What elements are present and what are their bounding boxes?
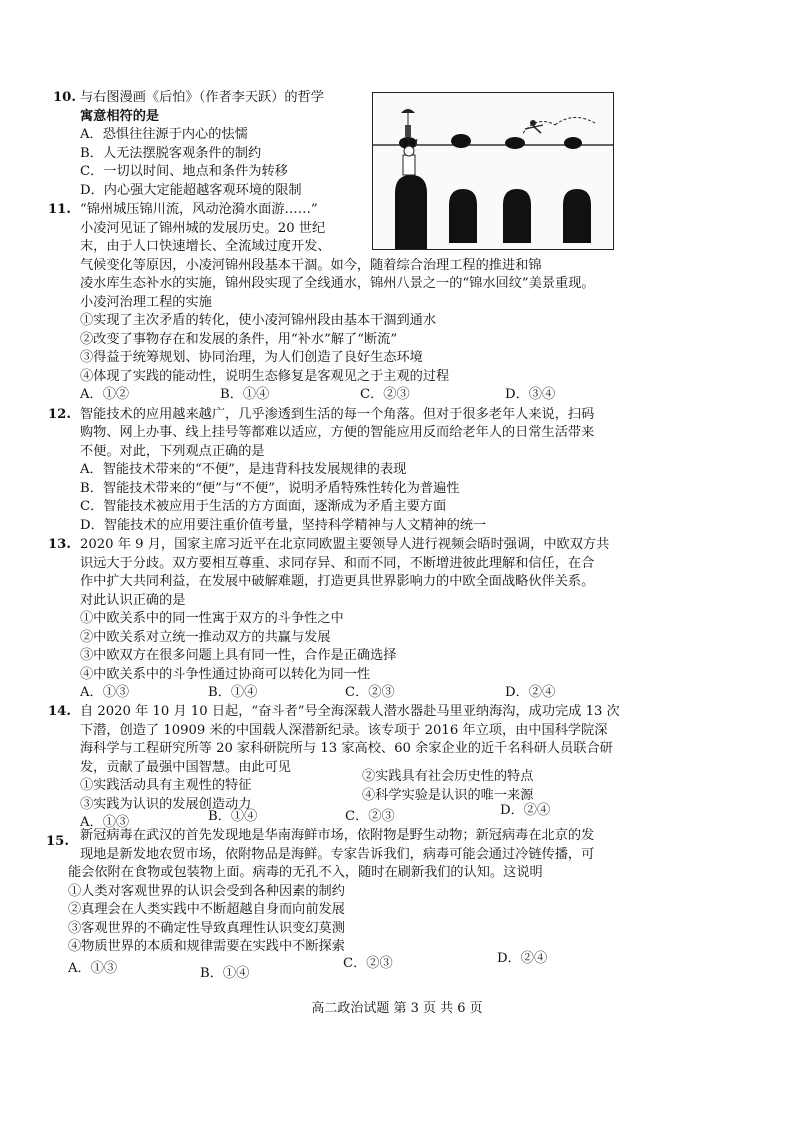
question-number: 11. <box>48 202 71 217</box>
question-stem: 能会依附在食物或包装物上面。病毒的无孔不入，随时在刷新我们的认知。这说明 <box>68 865 543 880</box>
statement-2: ②中欧关系对立统一推动双方的共赢与发展 <box>80 630 331 645</box>
question-number: 15. <box>46 834 69 849</box>
option-d[interactable]: D．②④ <box>505 685 556 700</box>
question-number: 12. <box>48 407 71 422</box>
option-a[interactable]: A．①② <box>80 387 130 402</box>
option-b[interactable]: B．①④ <box>220 387 270 402</box>
question-stem: 现地是新发地农贸市场，依附物品是海鲜。专家告诉我们，病毒可能会通过冷链传播，可 <box>80 847 595 862</box>
statement-2: ②真理会在人类实践中不断超越自身而向前发展 <box>68 902 345 917</box>
option-d[interactable]: D．内心强大定能超越客观环境的限制 <box>80 183 302 198</box>
question-number: 14. <box>48 704 71 719</box>
cartoon-drawing <box>373 93 613 249</box>
statement-2: ②改变了事物存在和发展的条件，用“补水”解了“断流” <box>80 332 398 347</box>
option-d[interactable]: D．③④ <box>505 387 556 402</box>
option-c[interactable]: C．②③ <box>360 387 410 402</box>
question-stem: 作中扩大共同利益，在发展中破解难题，打造更具世界影响力的中欧全面战略伙伴关系。 <box>80 574 595 589</box>
question-stem: 对此认识正确的是 <box>80 593 186 608</box>
option-d[interactable]: D．②④ <box>497 951 548 966</box>
statement-3: ③中欧双方在很多问题上具有同一性，合作是正确选择 <box>80 648 397 663</box>
statement-3: ③客观世界的不确定性导致真理性认识变幻莫测 <box>68 921 345 936</box>
option-a[interactable]: A．①③ <box>68 961 118 976</box>
option-b[interactable]: B．①④ <box>208 685 258 700</box>
option-b[interactable]: B．①④ <box>208 809 258 824</box>
question-stem: 与右图漫画《后怕》（作者李天跃）的哲学 <box>80 90 324 105</box>
option-b[interactable]: B．人无法摆脱客观条件的制约 <box>80 146 262 161</box>
question-stem: 海科学与工程研究所等 20 家科研院所与 13 家高校、60 余家企业的近千名科研人员联合研 <box>80 741 613 756</box>
option-a[interactable]: A．①③ <box>80 815 130 830</box>
option-c[interactable]: C．一切以时间、地点和条件为转移 <box>80 164 288 179</box>
page-footer: 高二政治试题 第 3 页 共 6 页 <box>311 1001 483 1016</box>
option-a[interactable]: A．恐惧往往源于内心的怯懦 <box>80 127 248 142</box>
statement-1: ①中欧关系中的同一性寓于双方的斗争性之中 <box>80 611 344 626</box>
option-c[interactable]: C．智能技术被应用于生活的方方面面，逐渐成为矛盾主要方面 <box>80 499 447 514</box>
statement-3: ③得益于统筹规划、协同治理，为人们创造了良好生态环境 <box>80 350 423 365</box>
option-c[interactable]: C．②③ <box>343 956 393 971</box>
statement-4: ④体现了实践的能动性，说明生态修复是客观见之于主观的过程 <box>80 369 450 384</box>
question-stem: 不便。对此，下列观点正确的是 <box>80 444 265 459</box>
statement-1: ①人类对客观世界的认识会受到各种因素的制约 <box>68 884 345 899</box>
question-stem: 自 2020 年 10 月 10 日起，“奋斗者”号全海深载人潜水器赴马里亚纳海沟，成功完成 13 次 <box>80 704 620 719</box>
statement-1: ①实现了主次矛盾的转化，使小凌河锦州段由基本干涸到通水 <box>80 313 437 328</box>
option-d[interactable]: D．②④ <box>500 803 551 818</box>
question-number: 10. <box>53 90 76 105</box>
question-stem: 发，贡献了最强中国智慧。由此可见 <box>80 760 291 775</box>
cartoon-illustration <box>372 92 614 250</box>
question-stem: 小凌河治理工程的实施 <box>80 295 212 310</box>
option-c[interactable]: C．②③ <box>345 809 395 824</box>
question-stem: 识远大于分歧。双方要相互尊重、求同存异、和而不同，不断增进彼此理解和信任，在合 <box>80 556 595 571</box>
statement-1: ①实践活动具有主观性的特征 <box>80 778 252 793</box>
question-stem: 购物、网上办事、线上挂号等都难以适应，方便的智能应用反而给老年人的日常生活带来 <box>80 425 595 440</box>
option-a[interactable]: A．智能技术带来的“不便”，是违背科技发展规律的表现 <box>80 462 407 477</box>
question-stem: 气候变化等原因，小凌河锦州段基本干涸。如今，随着综合治理工程的推进和锦 <box>80 258 542 273</box>
option-d[interactable]: D．智能技术的应用要注重价值考量，坚持科学精神与人文精神的统一 <box>80 518 487 533</box>
option-a[interactable]: A．①③ <box>80 685 130 700</box>
question-stem: 2020 年 9 月，国家主席习近平在北京同欧盟主要领导人进行视频会晤时强调，中欧双方共 <box>80 537 610 552</box>
question-stem: 寓意相符的是 <box>80 109 160 124</box>
question-stem: 末，由于人口快速增长、全流域过度开发、 <box>80 239 331 254</box>
statement-4: ④中欧关系中的斗争性通过协商可以转化为同一性 <box>80 667 371 682</box>
question-stem: 新冠病毒在武汉的首先发现地是华南海鲜市场，依附物是野生动物；新冠病毒在北京的发 <box>80 828 595 843</box>
question-number: 13. <box>48 537 71 552</box>
question-stem: 凌水库生态补水的实施，锦州段实现了全线通水，锦州八景之一的“锦水回纹”美景重现。 <box>80 276 595 291</box>
question-stem: 小凌河见证了锦州城的发展历史。20 世纪 <box>80 221 326 236</box>
option-b[interactable]: B．智能技术带来的“便”与“不便”，说明矛盾特殊性转化为普遍性 <box>80 481 460 496</box>
question-stem: 下潜，创造了 10909 米的中国载人深潜新纪录。该专项于 2016 年立项，由中国科学院深 <box>80 723 608 738</box>
statement-3: ③实践为认识的发展创造动力 <box>80 797 252 812</box>
option-b[interactable]: B．①④ <box>200 966 250 981</box>
option-c[interactable]: C．②③ <box>345 685 395 700</box>
statement-4: ④物质世界的本质和规律需要在实践中不断探索 <box>68 939 345 954</box>
question-stem: 智能技术的应用越来越广，几乎渗透到生活的每一个角落。但对于很多老年人来说，扫码 <box>80 407 595 422</box>
question-stem: “锦州城压锦川流，风动沧漪水面游……” <box>80 202 318 217</box>
statement-4: ④科学实验是认识的唯一来源 <box>362 788 534 803</box>
statement-2: ②实践具有社会历史性的特点 <box>362 769 534 784</box>
